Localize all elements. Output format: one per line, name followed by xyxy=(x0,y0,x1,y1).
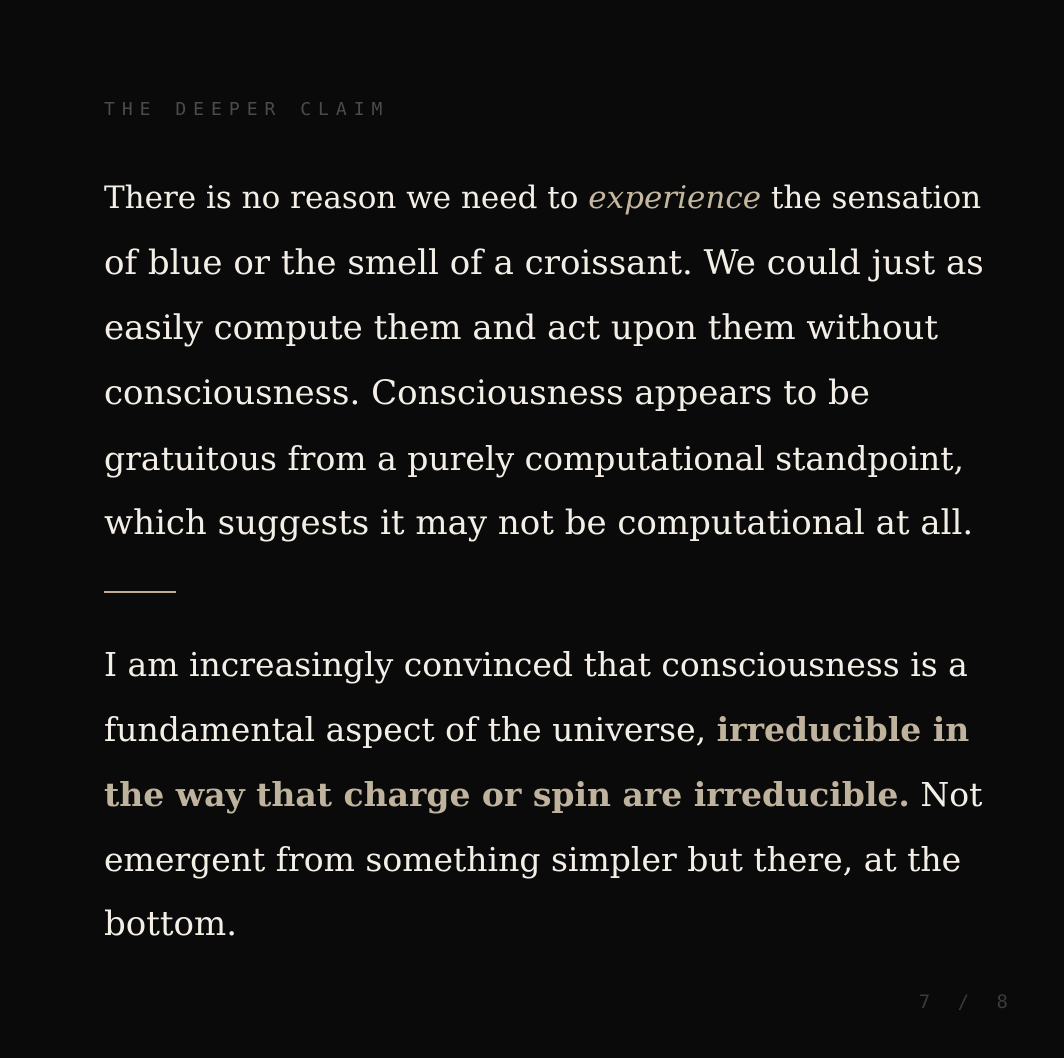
paragraph-line: I am increasingly convinced that consciousness is a xyxy=(104,645,968,684)
paragraph-line xyxy=(104,762,984,827)
text-run: the sensation xyxy=(761,180,982,216)
emphasis-experience: experience xyxy=(588,180,762,216)
highlight-irreducible: irreducible in xyxy=(716,710,970,749)
paragraph-line xyxy=(104,697,984,762)
section-divider xyxy=(104,591,176,593)
paragraph-line: which suggests it may not be computational at all. xyxy=(104,503,974,543)
section-kicker: THE DEEPER CLAIM xyxy=(104,99,390,120)
slide-pager: 7 / 8 xyxy=(918,991,1016,1013)
paragraph-line xyxy=(104,166,984,231)
paragraph-conviction xyxy=(104,632,984,957)
paragraph-line: gratuitous from a purely computational standpoint, xyxy=(104,439,965,478)
text-run: Not xyxy=(909,775,983,814)
paragraph-claim xyxy=(104,166,984,556)
paragraph-line: consciousness. Consciousness appears to be xyxy=(104,373,870,413)
highlight-charge-spin: the way that charge or spin are irreducible. xyxy=(104,775,910,814)
paragraph-line: of blue or the smell of a croissant. We could just as xyxy=(104,243,984,283)
text-run: fundamental aspect of the universe, xyxy=(104,710,717,749)
paragraph-line: emergent from something simpler but there, at the xyxy=(104,840,962,879)
text-run: There is no reason we need to xyxy=(104,180,589,216)
paragraph-line: easily compute them and act upon them without xyxy=(104,308,938,348)
paragraph-line: bottom. xyxy=(104,904,238,944)
